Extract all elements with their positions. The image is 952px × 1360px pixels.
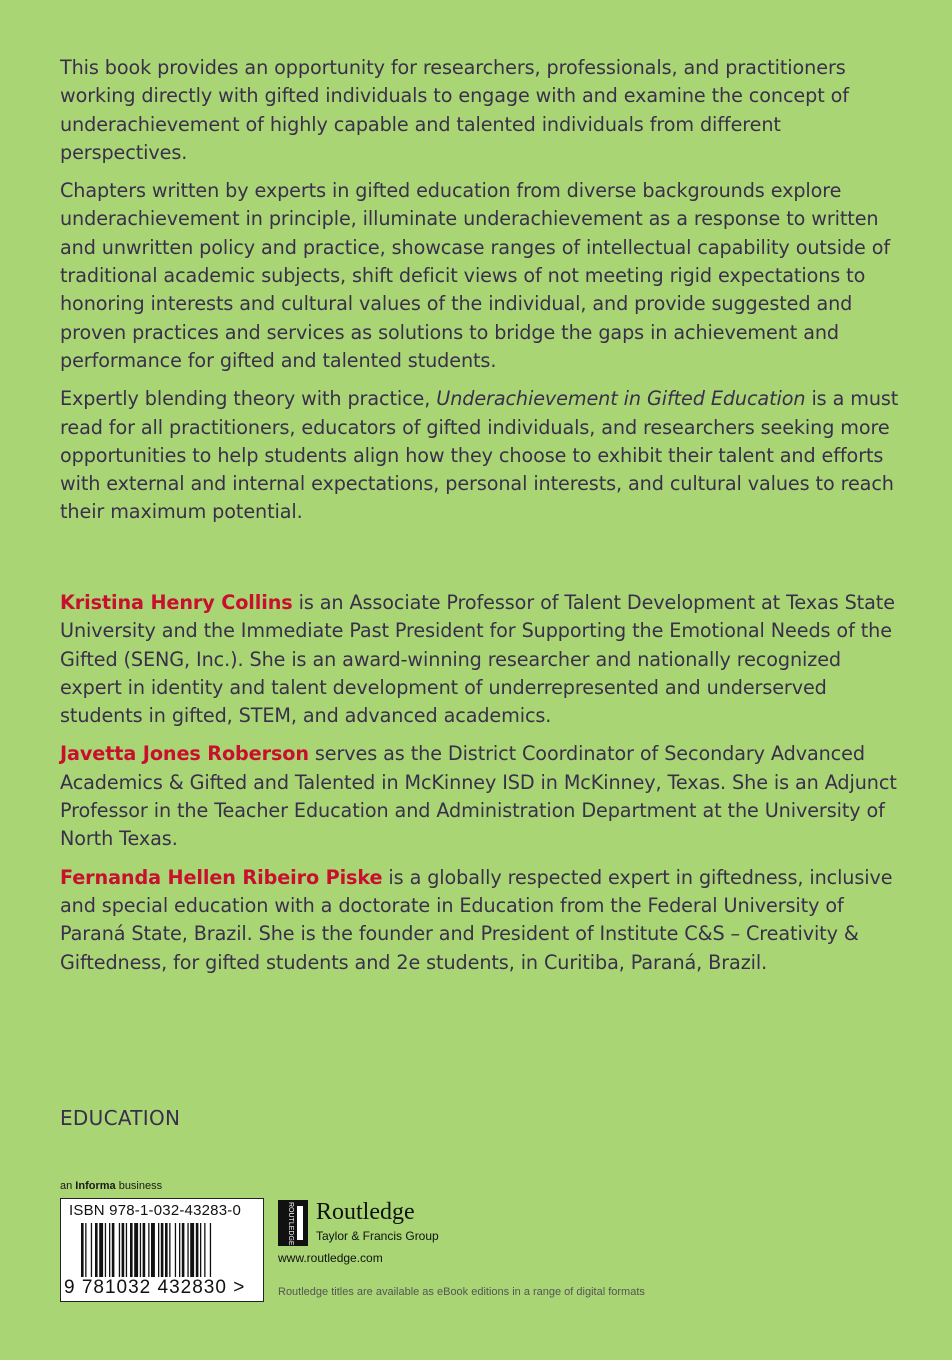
informa-suffix: business [115,1180,163,1192]
description-paragraph-1: This book provides an opportunity for researchers, professionals, and practitioners working directly with gifted individuals to engage with and examine the concept of underachievement of highly capable and talented individuals from different perspectives. [60,56,849,164]
barcode-bar [99,1223,103,1277]
author-name: Fernanda Hellen Ribeiro Piske [60,865,383,889]
isbn-label: ISBN 978-1-032-43283-0 [69,1202,242,1219]
author-bio-text: serves as the District Coordinator of Secondary Advanced Academics & Gifted and Talented in McKinney ISD in McKinney, Texas. She is an Adjunct Professor in the Teacher Education and Administration Department at the University of North Texas. [60,742,897,851]
barcode-bar [109,1223,110,1277]
author-bio [60,740,900,853]
author-bios [60,589,900,987]
barcode-bar [210,1223,211,1277]
barcode-bar [95,1223,98,1277]
barcode-bar [119,1223,120,1277]
description-paragraph-2: Chapters written by experts in gifted education from diverse backgrounds explore underachievement in principle, illuminate underachievement as a response to written and unwritten policy and practice, showcase ranges of intellectual capability outside of traditional academic subjects, shift deficit views of not meeting rigid expectations to honoring interests and cultural values of the individual, and provide suggested and proven practices and services as solutions to bridge the gaps in achievement and performance for gifted and talented students. [60,179,891,372]
barcode-bar [169,1223,170,1277]
barcode-bar [151,1223,155,1277]
book-description [60,54,900,537]
description-paragraph-3 [60,385,900,526]
barcode-bar [190,1223,194,1277]
isbn-barcode [60,1198,264,1302]
author-name: Javetta Jones Roberson [60,742,309,766]
barcode-bar [158,1223,159,1277]
barcode-bar [134,1223,138,1277]
barcode-bar [140,1223,141,1277]
barcode-bar [122,1223,125,1277]
description-p3-lead: Expertly blending theory with practice, [60,387,437,411]
routledge-logo-mark [278,1200,308,1246]
publisher-group: Taylor & Francis Group [316,1229,439,1243]
author-bio [60,589,900,730]
author-bio [60,864,900,977]
author-bio-text: is an Associate Professor of Talent Development at Texas State University and the Immediate Past President for Supporting the Emotional Needs of the Gifted (SENG, Inc.). She is an award-winning researcher and nationally recognized expert in identity and talent development of underrepresented and underserved students in gifted, STEM, and advanced academics. [60,591,895,728]
informa-prefix: an [60,1180,76,1192]
publisher-url[interactable]: www.routledge.com [278,1251,383,1265]
barcode-bar [112,1223,115,1277]
barcode-bars [81,1223,251,1277]
subject-category: EDUCATION [60,1106,181,1130]
barcode-bar [143,1223,146,1277]
barcode-bar [81,1223,84,1277]
author-bio-text: is a globally respected expert in giftedness, inclusive and special education with a doctorate in Education from the Federal University of Paraná State, Brazil. She is the founder and President of Institute C&S – Creativity & Giftedness, for gifted students and 2e students, in Curitiba, Paraná, Brazil. [60,865,893,974]
barcode-bar [161,1223,164,1277]
routledge-vertical-text: ROUTLEDGE [287,1202,294,1246]
ean-digits: 9 781032 432830 > [64,1277,246,1298]
barcode-bar [91,1223,92,1277]
description-p3-rest: is a must read for all practitioners, educators of gifted individuals, and researchers seeking more opportunities to help students align how they choose to exhibit their talent and efforts with external and internal expectations, personal interests, and cultural values to reach their maximum potential. [60,387,899,524]
barcode-bar [179,1223,180,1277]
barcode-bar [204,1223,205,1277]
barcode-bar [187,1223,188,1277]
barcode-bar [182,1223,185,1277]
barcode-bar [130,1223,133,1277]
barcode-bar [200,1223,201,1277]
publisher-name: Routledge [316,1199,415,1225]
author-name: Kristina Henry Collins [60,591,293,614]
barcode-bar [175,1223,176,1277]
informa-tagline [60,1180,162,1192]
book-title-italic: Underachievement in Gifted Education [436,387,806,411]
ebook-note: Routledge titles are available as eBook editions in a range of digital formats [278,1286,645,1298]
barcode-bar [126,1223,127,1277]
barcode-bar [148,1223,149,1277]
barcode-bar [196,1223,199,1277]
informa-brand: Informa [75,1180,116,1192]
barcode-bar [165,1223,168,1277]
barcode-bar [85,1223,86,1277]
barcode-bar [105,1223,106,1277]
